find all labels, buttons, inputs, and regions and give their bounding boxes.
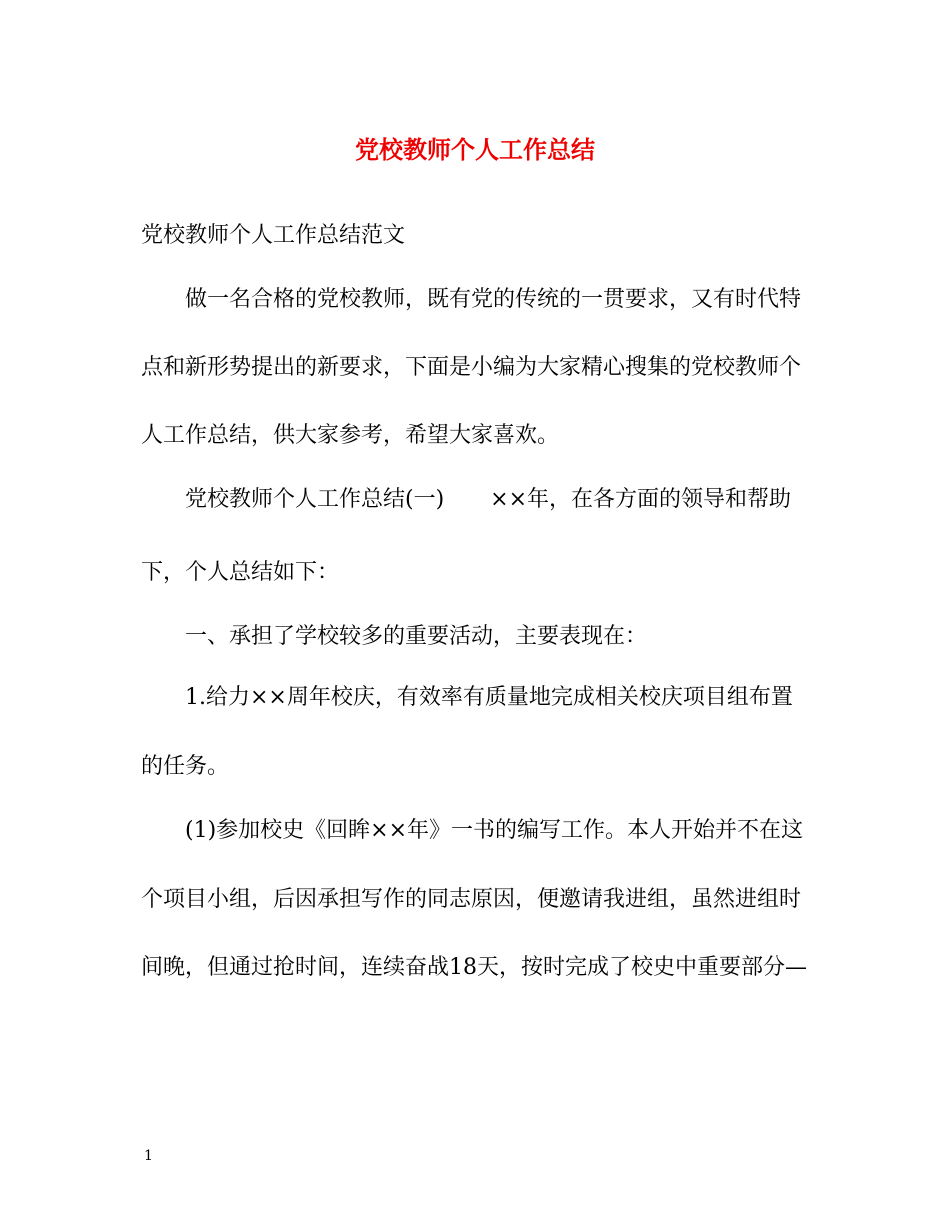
section-lead: ××年，在各方面的领导和帮助: [490, 487, 792, 512]
subitem-line: 个项目小组，后因承担写作的同志原因，便邀请我进组，虽然进组时: [141, 887, 802, 912]
section-heading-line: [185, 485, 791, 515]
paragraph-line: 人工作总结，供大家参考，希望大家喜欢。: [141, 423, 560, 448]
subitem-line: 间晚，但通过抢时间，连续奋战18天，按时完成了校史中重要部分—: [141, 955, 807, 980]
list-item-line: 的任务。: [141, 754, 230, 779]
paragraph-line: 下，个人总结如下：: [141, 560, 340, 585]
page-number: 1: [144, 1148, 153, 1164]
subitem-line: (1)参加校史《回眸××年》一书的编写工作。本人开始并不在这: [185, 818, 804, 843]
paragraph-line: 做一名合格的党校教师，既有党的传统的一贯要求，又有时代特: [185, 287, 802, 312]
document-title: 党校教师个人工作总结: [355, 135, 595, 164]
document-subtitle: 党校教师个人工作总结范文: [141, 223, 406, 248]
point-heading: 一、承担了学校较多的重要活动，主要表现在：: [185, 624, 648, 649]
section-heading: 党校教师个人工作总结(一): [185, 487, 445, 512]
paragraph-line: 点和新形势提出的新要求，下面是小编为大家精心搜集的党校教师个: [141, 355, 802, 380]
list-item-line: 1.给力××周年校庆，有效率有质量地完成相关校庆项目组布置: [185, 685, 793, 710]
